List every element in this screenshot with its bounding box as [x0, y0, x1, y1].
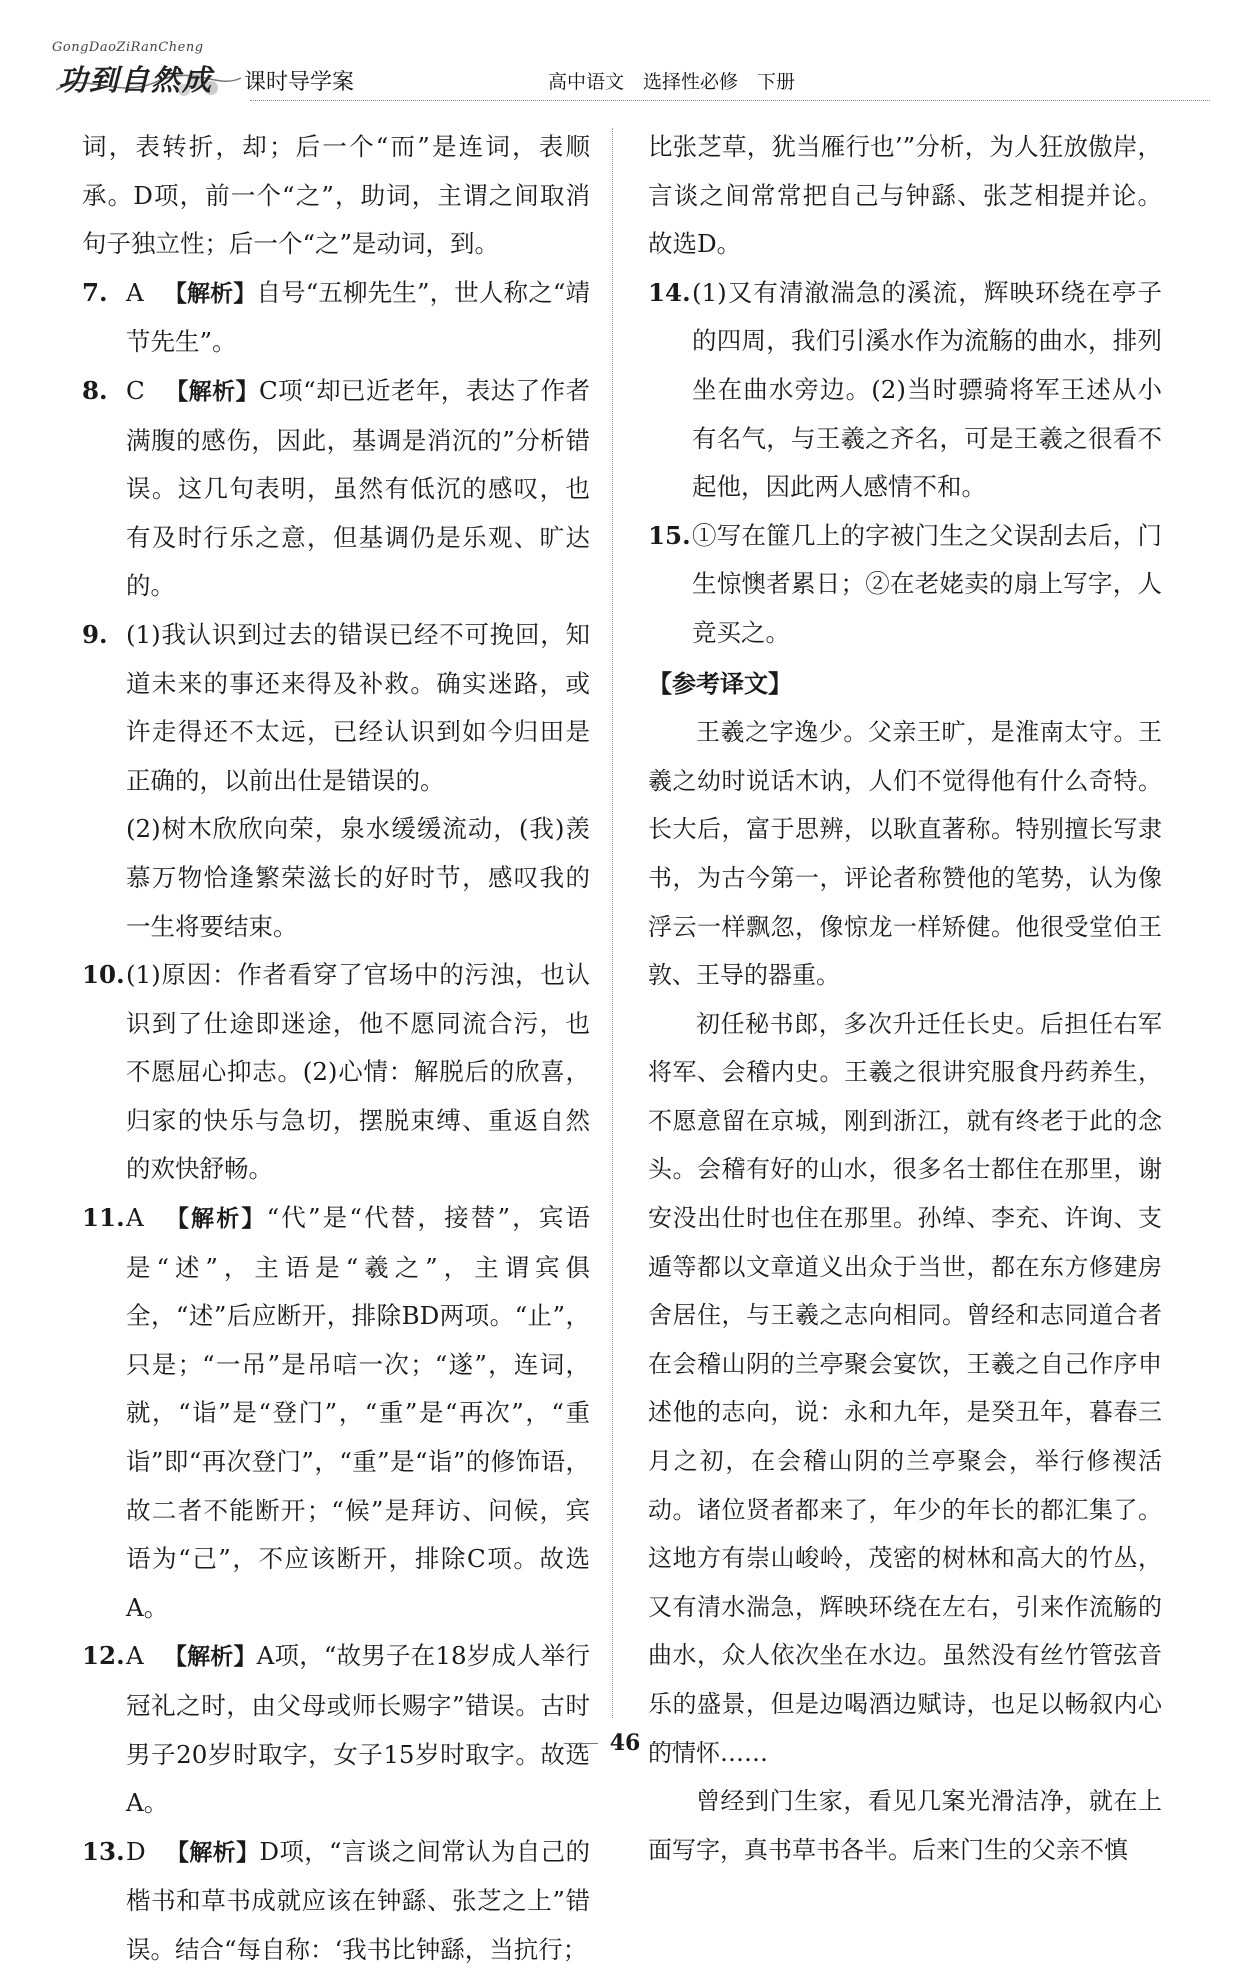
answer-item-15	[648, 512, 1162, 658]
item-number: 8.	[82, 375, 108, 405]
logo-pinyin: GongDaoZiRanCheng	[52, 40, 204, 55]
page-number: 46	[609, 1730, 641, 1756]
translation-paragraph: 曾经到门生家，看见几案光滑洁净，就在上面写字，真书草书各半。后来门生的父亲不慎	[648, 1787, 1162, 1864]
column-divider	[612, 128, 613, 1718]
item-number: 11.	[82, 1203, 125, 1233]
answer-item-7	[82, 269, 590, 367]
translation-paragraph: 王羲之字逸少。父亲王旷，是淮南太守。王羲之幼时说话木讷，人们不觉得他有什么奇特。长大后，富于思辨，以耿直著称。特别擅长写隶书，为古今第一，评论者称赞他的笔势，认为像浮云一样飘忽，像惊龙一样矫健。他很受堂伯王敦、王导的器重。	[648, 718, 1162, 990]
analysis-tag: 【解析】	[163, 1644, 257, 1671]
item-text: 自号“五柳先生”，世人称之“靖节先生”。	[126, 277, 590, 357]
item-number: 13.	[82, 1836, 125, 1866]
left-column	[82, 123, 590, 1975]
page-header	[0, 0, 1250, 108]
answer-letter: C	[126, 375, 145, 405]
item-text: “代”是“代替，接替”，宾语是“述”，主语是“羲之”，主谓宾俱全，“述”后应断开，排除BD两项。“止”，只是；“一吊”是吊唁一次；“遂”，连词，就，“诣”是“登门”，“重”是“再次”，“重诣”即“再次登门”，“重”是“诣”的修饰语，故二者不能断开；“候”是拜访、问候，宾语为“己”，不应该断开，排除C项。故选A。	[126, 1203, 590, 1622]
continuation-text: 词，表转折，却；后一个“而”是连词，表顺承。D项，前一个“之”，助词，主谓之间取消句子独立性；后一个“之”是动词，到。	[82, 132, 590, 259]
item-number: 9.	[82, 619, 108, 649]
answer-item-11	[82, 1194, 590, 1632]
answer-letter: A	[126, 1641, 144, 1671]
item-number: 15.	[648, 520, 691, 550]
item-text: (1)原因：作者看穿了官场中的污浊，也认识到了仕途即迷途，他不愿同流合污，也不愿屈心抑志。(2)心情：解脱后的欣喜，归家的快乐与急切，摆脱束缚、重返自然的欢快舒畅。	[126, 960, 590, 1184]
item-text: C项“却已近老年，表达了作者满腹的感伤，因此，基调是消沉的”分析错误。这几句表明，虽然有低沉的感叹，也有及时行乐之意，但基调仍是乐观、旷达的。	[126, 375, 590, 601]
item-number: 14.	[648, 277, 691, 307]
answer-letter: D	[126, 1836, 146, 1866]
answer-item-13	[82, 1828, 590, 1975]
item-text: ①写在篚几上的字被门生之父误刮去后，门生惊懊者累日；②在老姥卖的扇上写字，人竞买之。	[692, 520, 1162, 647]
continuation-text: 比张芝草，犹当雁行也’”分析，为人狂放傲岸，言谈之间常常把自己与钟繇、张芝相提并论。故选D。	[648, 132, 1162, 259]
item-number: 7.	[82, 277, 108, 307]
item-number: 12.	[82, 1641, 125, 1671]
answer-item-9	[82, 611, 590, 951]
translation-paragraph: 初任秘书郎，多次升迁任长史。后担任右军将军、会稽内史。王羲之很讲究服食丹药养生，不愿意留在京城，刚到浙江，就有终老于此的念头。会稽有好的山水，很多名士都住在那里，谢安没出仕时也住在那里。孙绰、李充、许询、支遁等都以文章道义出众于当世，都在东方修建房舍居住，与王羲之志向相同。曾经和志同道合者在会稽山阴的兰亭聚会宴饮，王羲之自己作序申述他的志向，说：永和九年，是癸丑年，暮春三月之初，在会稽山阴的兰亭聚会，举行修禊活动。诸位贤者都来了，年少的年长的都汇集了。这地方有崇山峻岭，茂密的树林和高大的竹丛，又有清水湍急，辉映环绕在左右，引来作流觞的曲水，众人依次坐在水边。虽然没有丝竹管弦音乐的盛景，但是边喝酒边赋诗，也足以畅叙内心的情怀……	[648, 1009, 1162, 1767]
reference-translation-title: 【参考译文】	[648, 669, 792, 698]
item-number: 10.	[82, 960, 125, 990]
analysis-tag: 【解析】	[164, 378, 259, 405]
subject-title: 高中语文 选择性必修 下册	[548, 71, 796, 93]
right-column	[648, 123, 1162, 1874]
analysis-tag: 【解析】	[163, 1206, 267, 1233]
item-text: (1)又有清澈湍急的溪流，辉映环绕在亭子的四周，我们引溪水作为流觞的曲水，排列坐在曲水旁边。(2)当时骠骑将军王述从小有名气，与王羲之齐名，可是王羲之很看不起他，因此两人感情不和。	[692, 277, 1162, 502]
analysis-tag: 【解析】	[163, 280, 257, 307]
analysis-tag: 【解析】	[165, 1839, 260, 1866]
answer-item-8	[82, 367, 590, 611]
item-text-part2: (2)树木欣欣向荣，泉水缓缓流动，(我)羡慕万物恰逢繁荣滋长的好时节，感叹我的一生将要结束。	[126, 814, 590, 941]
footer-rule-right	[652, 1743, 686, 1744]
logo-text: 功到自然成	[58, 63, 214, 97]
page-footer	[0, 1730, 1250, 1756]
answer-letter: A	[126, 1203, 144, 1233]
answer-item-10	[82, 951, 590, 1194]
footer-rule-left	[564, 1743, 598, 1744]
item-text: (1)我认识到过去的错误已经不可挽回，知道未来的事还来得及补救。确实迷路，或许走得还不太远，已经认识到如今归田是正确的，以前出仕是错误的。	[126, 619, 590, 795]
answer-item-14	[648, 269, 1162, 512]
series-title: 课时导学案	[244, 70, 355, 95]
header-divider	[250, 100, 1210, 101]
item-text: A项，“故男子在18岁成人举行冠礼之时，由父母或师长赐字”错误。古时男子20岁时取字，女子15岁时取字。故选A。	[126, 1641, 590, 1818]
answer-letter: A	[126, 277, 144, 307]
item-text: D项，“言谈之间常认为自己的楷书和草书成就应该在钟繇、张芝之上”错误。结合“每自称：‘我书比钟繇，当抗行；	[126, 1836, 590, 1964]
